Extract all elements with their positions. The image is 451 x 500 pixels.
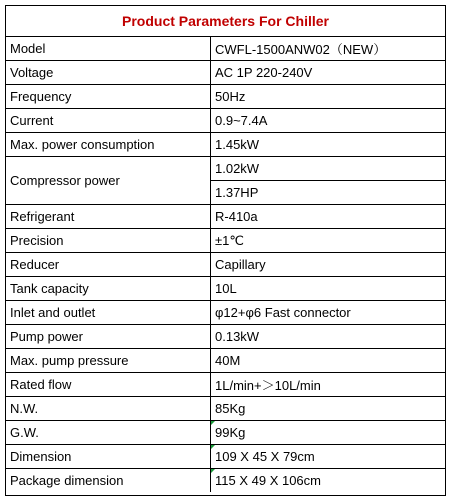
- param-value: [211, 469, 446, 493]
- table-row: [6, 301, 445, 325]
- corner-mark-icon: [211, 445, 215, 449]
- table-row: [6, 205, 445, 229]
- param-label: Reducer: [6, 253, 211, 277]
- param-label: Dimension: [6, 445, 211, 469]
- param-value-text: 99Kg: [215, 425, 246, 440]
- corner-mark-icon: [211, 469, 215, 473]
- param-label: N.W.: [6, 397, 211, 421]
- table-row: [6, 109, 445, 133]
- param-label: Max. power consumption: [6, 133, 211, 157]
- param-label: Max. pump pressure: [6, 349, 211, 373]
- param-label: Package dimension: [6, 469, 211, 493]
- param-value: [211, 445, 446, 469]
- table-row: [6, 349, 445, 373]
- param-value: Capillary: [211, 253, 446, 277]
- param-value: φ12+φ6 Fast connector: [211, 301, 446, 325]
- param-value: AC 1P 220-240V: [211, 61, 446, 85]
- param-value: 10L: [211, 277, 446, 301]
- table-row: [6, 277, 445, 301]
- param-value: 40M: [211, 349, 446, 373]
- table-row: [6, 325, 445, 349]
- table-row: [6, 397, 445, 421]
- param-value: [211, 421, 446, 445]
- param-label: Rated flow: [6, 373, 211, 397]
- param-label: G.W.: [6, 421, 211, 445]
- param-label: Tank capacity: [6, 277, 211, 301]
- param-value: ±1℃: [211, 229, 446, 253]
- param-value: 85Kg: [211, 397, 446, 421]
- sheet-title: Product Parameters For Chiller: [6, 6, 445, 37]
- table-row: [6, 85, 445, 109]
- table-row: [6, 421, 445, 445]
- param-value: 0.13kW: [211, 325, 446, 349]
- param-label: Voltage: [6, 61, 211, 85]
- table-row: [6, 157, 445, 181]
- param-value-text: 109 X 45 X 79cm: [215, 449, 315, 464]
- param-value: 1.45kW: [211, 133, 446, 157]
- param-value: 1.37HP: [211, 181, 446, 205]
- table-row: [6, 445, 445, 469]
- parameters-sheet: [5, 5, 446, 496]
- param-value: 50Hz: [211, 85, 446, 109]
- table-row: [6, 373, 445, 397]
- param-label: Frequency: [6, 85, 211, 109]
- table-row: [6, 253, 445, 277]
- table-row: [6, 229, 445, 253]
- param-label: Model: [6, 37, 211, 61]
- table-row: [6, 469, 445, 493]
- param-label: Pump power: [6, 325, 211, 349]
- param-label: Precision: [6, 229, 211, 253]
- param-value: 1L/min+＞10L/min: [211, 373, 446, 397]
- param-label: Refrigerant: [6, 205, 211, 229]
- corner-mark-icon: [211, 421, 215, 425]
- table-row: [6, 133, 445, 157]
- parameters-table: [6, 37, 445, 492]
- param-label: Compressor power: [6, 157, 211, 205]
- table-row: [6, 61, 445, 85]
- param-value: 0.9~7.4A: [211, 109, 446, 133]
- param-value-text: 115 X 49 X 106cm: [215, 473, 321, 488]
- param-value: R-410a: [211, 205, 446, 229]
- table-row: [6, 37, 445, 61]
- param-value: 1.02kW: [211, 157, 446, 181]
- param-label: Inlet and outlet: [6, 301, 211, 325]
- param-value: CWFL-1500ANW02（NEW）: [211, 37, 446, 61]
- param-label: Current: [6, 109, 211, 133]
